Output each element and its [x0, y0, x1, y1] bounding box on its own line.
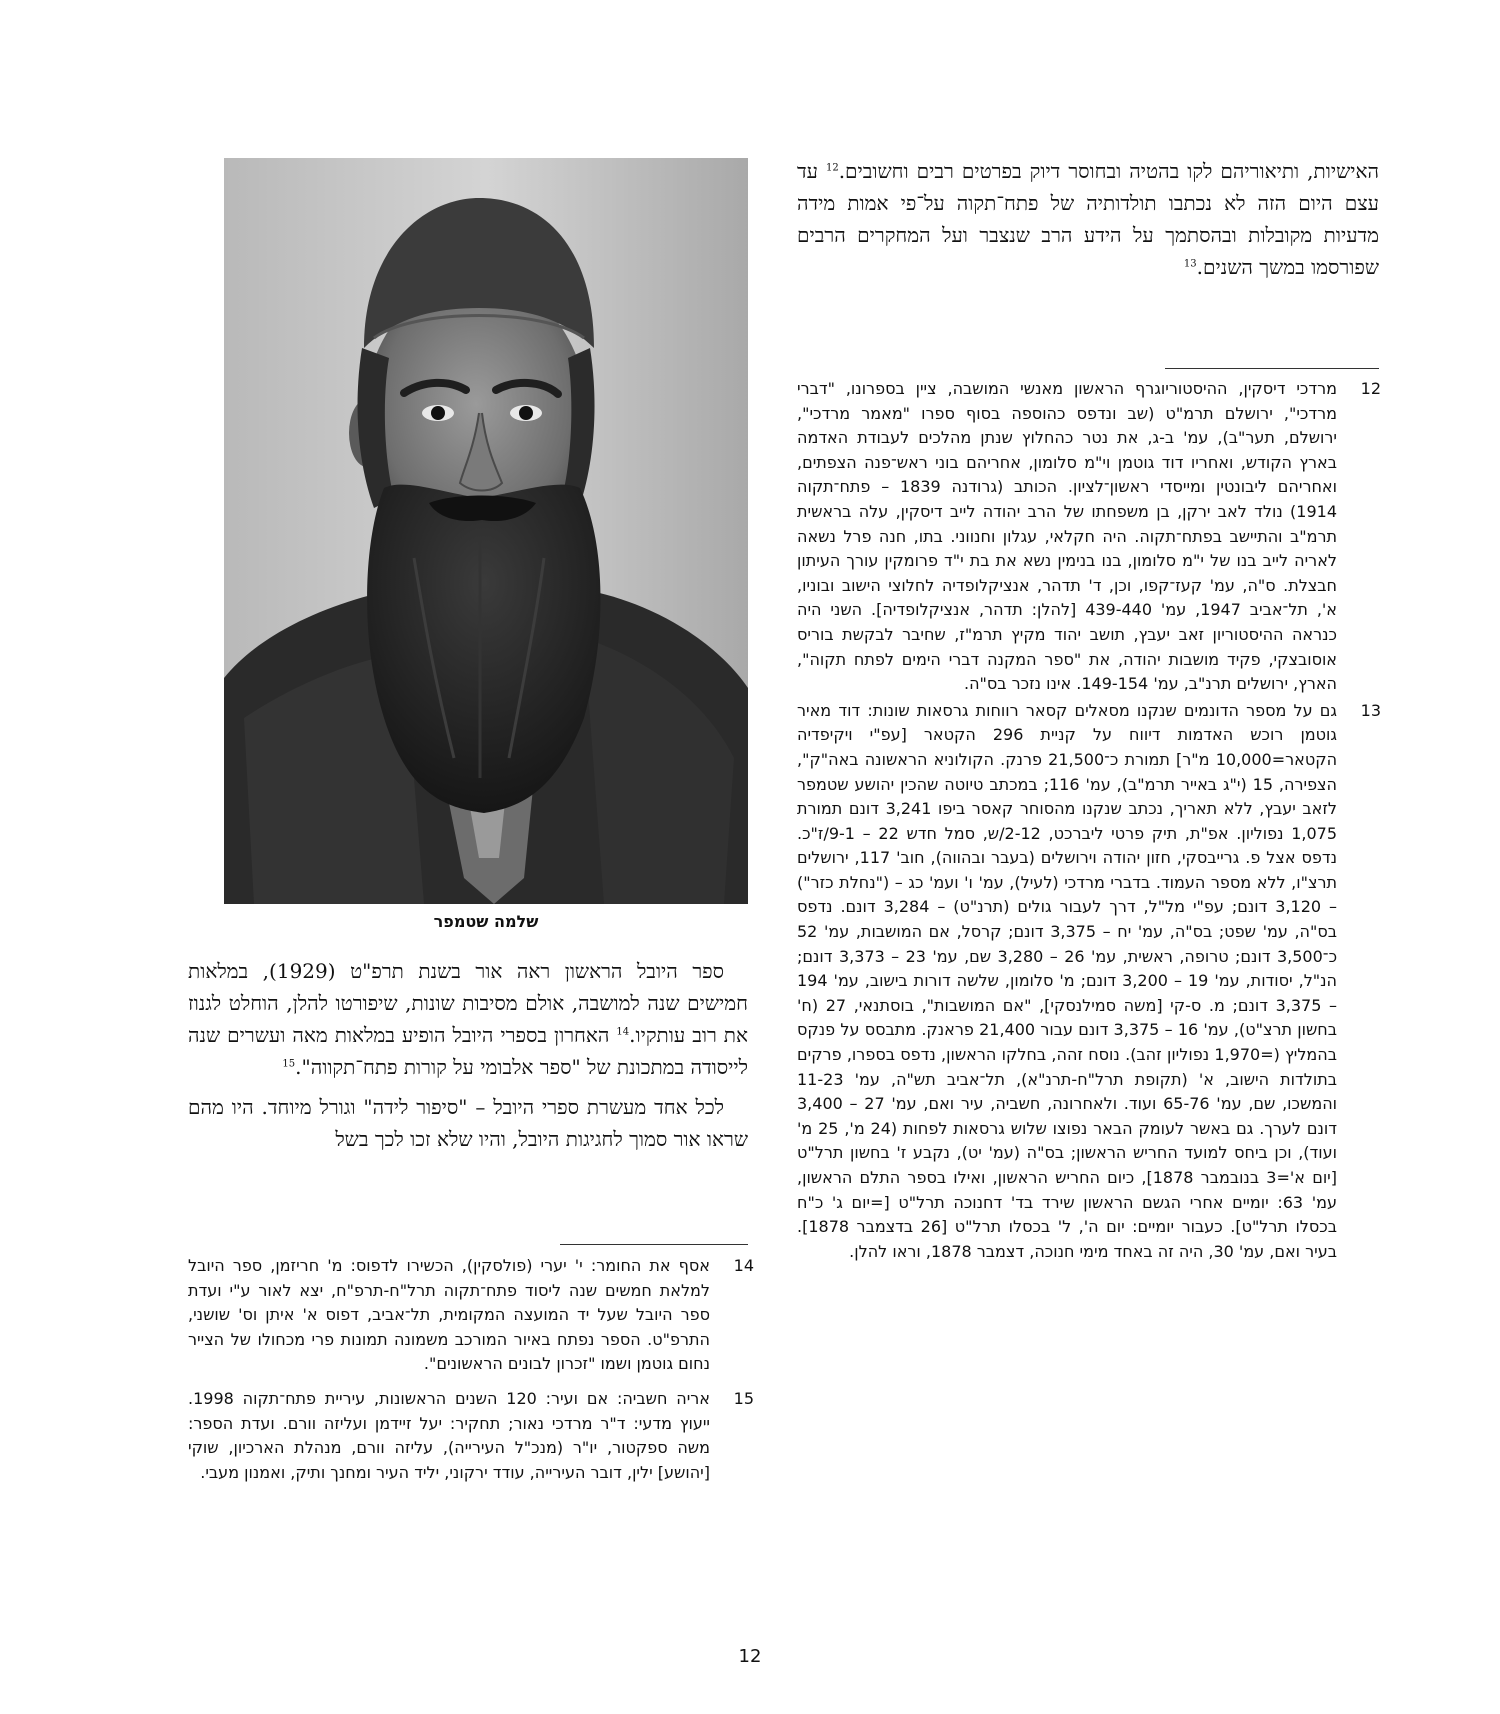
portrait-photo — [224, 158, 748, 904]
footnote-number: 15 — [733, 1388, 754, 1408]
paragraph: לכל אחד מעשרת ספרי היובל – "סיפור לידה" וגורל מיוחד. היו מהם שראו אור סמוך לחגיגות היובל, והיו שלא זכו לכך בשל — [188, 1095, 748, 1151]
footnotes-left — [188, 1254, 754, 1485]
footnote-13 — [797, 699, 1381, 1265]
photo-caption: שלמה שטמפר — [433, 912, 539, 931]
footnote-divider — [1165, 368, 1379, 369]
footnote-14 — [188, 1254, 754, 1377]
footnote-12 — [797, 377, 1381, 697]
footnote-text: מרדכי דיסקין, ההיסטוריוגרף הראשון מאנשי המושבה, ציין בספרונו, "דברי מרדכי", ירושלם תרמ"ט (שב ונדפס כהוספה בסוף ספרו "מאמר מרדכי", ירושלם, תער"ב), עמ' ב-ג, את נטר כהחלוץ שנתן מהלכים לעבודת האדמה בארץ הקודש, ואחריו דוד גוטמן וי"מ סלומון, אחריהם בוני ראש־פנה הצפתים, ואחריהם ליבונטין ומייסדי ראשון־לציון. הכותב (גרודנה 1839 – פתח־תקוה 1914) נולד לאב ירקן, בן משפחתו של הרב יהודה לייב דיסקין, עלה בראשית תרמ"ב והתיישב בפתח־תקוה. היה חקלאי, עגלון וחנווני. בתו, חנה פרל נשאה לאריה לייב בנו של י"מ סלומון, בנו בנימין נשא את בת י"ד פרומקין עורך העיתון חבצלת. ס"ה, עמ' קעז־קפו, וכן, ד' תדהר, אנציקלופדיה לחלוצי הישוב ובוניו, א', תל־אביב 1947, עמ' 439-440 [להלן: תדהר, אנציקלופדיה]. השני היה כנראה ההיסטוריון זאב יעבץ, תושב יהוד מקיץ תרמ"ז, שחיבר לבקשת בוריס אוסובצקי, פקיד מושבות יהודה, את "ספר המקנה דברי הימים לפתח תקוה", הארץ, ירושלים תרנ"ב, עמ' 149-154. אינו נזכר בס"ה. — [797, 379, 1338, 694]
footnote-number: 14 — [733, 1256, 754, 1275]
footnote-ref[interactable]: 14 — [616, 1026, 630, 1038]
text-span: האחרון בספרי היובל הופיע במלאות מאה ועשרים שנה לייסודה במתכונת של "ספר אלבומי על קורות פתח־תקווה". — [188, 1023, 748, 1079]
footnote-ref[interactable]: 13 — [1183, 258, 1197, 270]
footnote-number: 12 — [1360, 379, 1381, 398]
main-text-right — [797, 155, 1379, 283]
footnote-text: אריה חשביה: אם ועיר: 120 השנים הראשונות, עיריית פתח־תקוה 1998. ייעוץ מדעי: ד"ר מרדכי נאור; תחקיר: יעל זיידמן ועליזה וורם. ועדת הספר: משה ספקטור, יו"ר (מנכ"ל העירייה), עליזה וורם, מנהלת הארכיון, שוקי [יהושע] ילין, דובר העירייה, עודד ירקוני, יליד העיר ומחנך ותיק, ואמנון מעבי. — [188, 1388, 710, 1482]
footnote-ref[interactable]: 12 — [825, 162, 839, 174]
text-span: עד עצם היום הזה לא נכתבו תולדותיה של פתח־תקוה על־פי אמות מידה מדעיות מקובלות ובהסתמך על הידע הרב שנצבר ועל המחקרים הרבים שפורסמו במשך השנים. — [797, 159, 1380, 279]
text-span: האישיות, ותיאוריהם לקו בהטיה ובחוסר דיוק בפרטים רבים וחשובים. — [838, 159, 1379, 183]
page-number: 12 — [738, 1646, 762, 1667]
paragraph — [797, 155, 1379, 283]
footnote-ref[interactable]: 15 — [282, 1058, 296, 1070]
footnotes-right — [797, 377, 1381, 1264]
footnote-15 — [188, 1387, 754, 1485]
footnote-divider — [560, 1244, 748, 1245]
text-span: ספר היובל הראשון ראה אור בשנת תרפ"ט (1929), במלאות חמישים שנה למושבה, אולם מסיבות שונות, שיפורטו להלן, הוחלט לגנוז את רוב עותקיו. — [188, 959, 748, 1047]
footnote-text: גם על מספר הדונמים שנקנו מסאלים קסאר רווחות גרסאות שונות: דוד מאיר גוטמן רוכש האדמות דיווח על קניית 296 הקטאר [עפ"י ויקיפדיה הקטאר=10,000 מ"ר] תמורת כ־21,500 פרנק. הקולוניא הראשונה באה"ק", הצפירה, 15 (י"ג באייר תרמ"ב), עמ' 116; במכתב טיוטה שהכין יהושע שטמפר לזאב יעבץ, ללא תאריך, נכתב שנקנו מהסוחר קאסר ביפו 3,241 דונם תמורת 1,075 נפוליון. אפ"ת, תיק פרטי ליברכט, 2-12/ש, סמל חדש 22 – 9-1/ז"כ. נדפס אצל פ. גרייבסקי, חזון יהודה וירושלים (בעבר ובהווה), חוב' 117, ירושלים תרצ"ו, ללא מספר העמוד. בדברי מרדכי (לעיל), עמ' ו' ועמ' כג – ("נחלת כזר") – 3,120 דונם; עפ"י מל"ל, דרך לעבור גולים (תרנ"ט) – 3,284 דונם. נדפס בס"ה, עמ' שפט; בס"ה, עמ' יח – 3,375 דונם; קרסל, אם המושבות, עמ' 52 כ־3,500 דונם; טרופה, ראשית, עמ' 26 – 3,280 שם, עמ' 23 – 3,373 דונם; הנ"ל, יסודות, עמ' 19 – 3,200 דונם; מ' סלומון, שלשה דורות בישוב, עמ' 194 – 3,375 דונם; מ. ס-קי [משה סמילנסקי], "אם המושבות", בוסתנאי, 27 (ח' בחשון תרצ"ט), עמ' 16 – 3,375 דונם עבור 21,400 פראנק. מתבסס על פנקס בהמליץ (=1,970 נפוליון זהב). נוסח זהה, בחלקו הראשון, נדפס בספרו, פרקים בתולדות הישוב, א' (תקופת תרל"ח-תרנ"א), תל־אביב תש"ה, עמ' 11-23 והמשכו, שם, עמ' 65-76 ועוד. ולאחרונה, חשביה, עיר ואם, עמ' 27 – 3,400 דונם לערך. גם באשר לעומק הבאר נפוצו שלוש גרסאות לפחות (24 מ', 25 מ' ועוד), וכן ביחס למועד החריש הראשון; בס"ה (עמ' יט), נקבע ז' בחשון תרל"ט [יום א'=3 בנובמבר 1878], כיום החריש הראשון, ואילו בספר התלם הראשון, עמ' 63: יומיים אחרי הגשם הראשון שירד בד' דחנוכה תרל"ט [=יום ג' כ"ח בכסלו תרל"ט]. כעבור יומיים: יום ה', ל' בכסלו תרל"ט [26 בדצמבר 1878]. בעיר ואם, עמ' 30, היה זה באחד מימי חנוכה, דצמבר 1878, וראו להלן. — [797, 700, 1338, 1261]
footnote-number: 13 — [1360, 700, 1381, 720]
footnote-text: אסף את החומר: י' יערי (פולסקין), הכשירו לדפוס: מ' חריזמן, ספר היובל למלאת חמשים שנה ליסוד פתח־תקוה תרל"ח-תרפ"ח, יצא לאור ע"י ועדת ספר היובל שעל יד המועצה המקומית, תל־אביב, דפוס א' איתן וס' שושני, התרפ"ט. הספר נפתח באיור המורכב משמונה תמונות פרי מכחולו של הצייר נחום גוטמן ושמו "זכרון לבונים הראשונים". — [188, 1256, 710, 1374]
main-text-left — [188, 955, 748, 1155]
paragraph — [188, 955, 748, 1083]
